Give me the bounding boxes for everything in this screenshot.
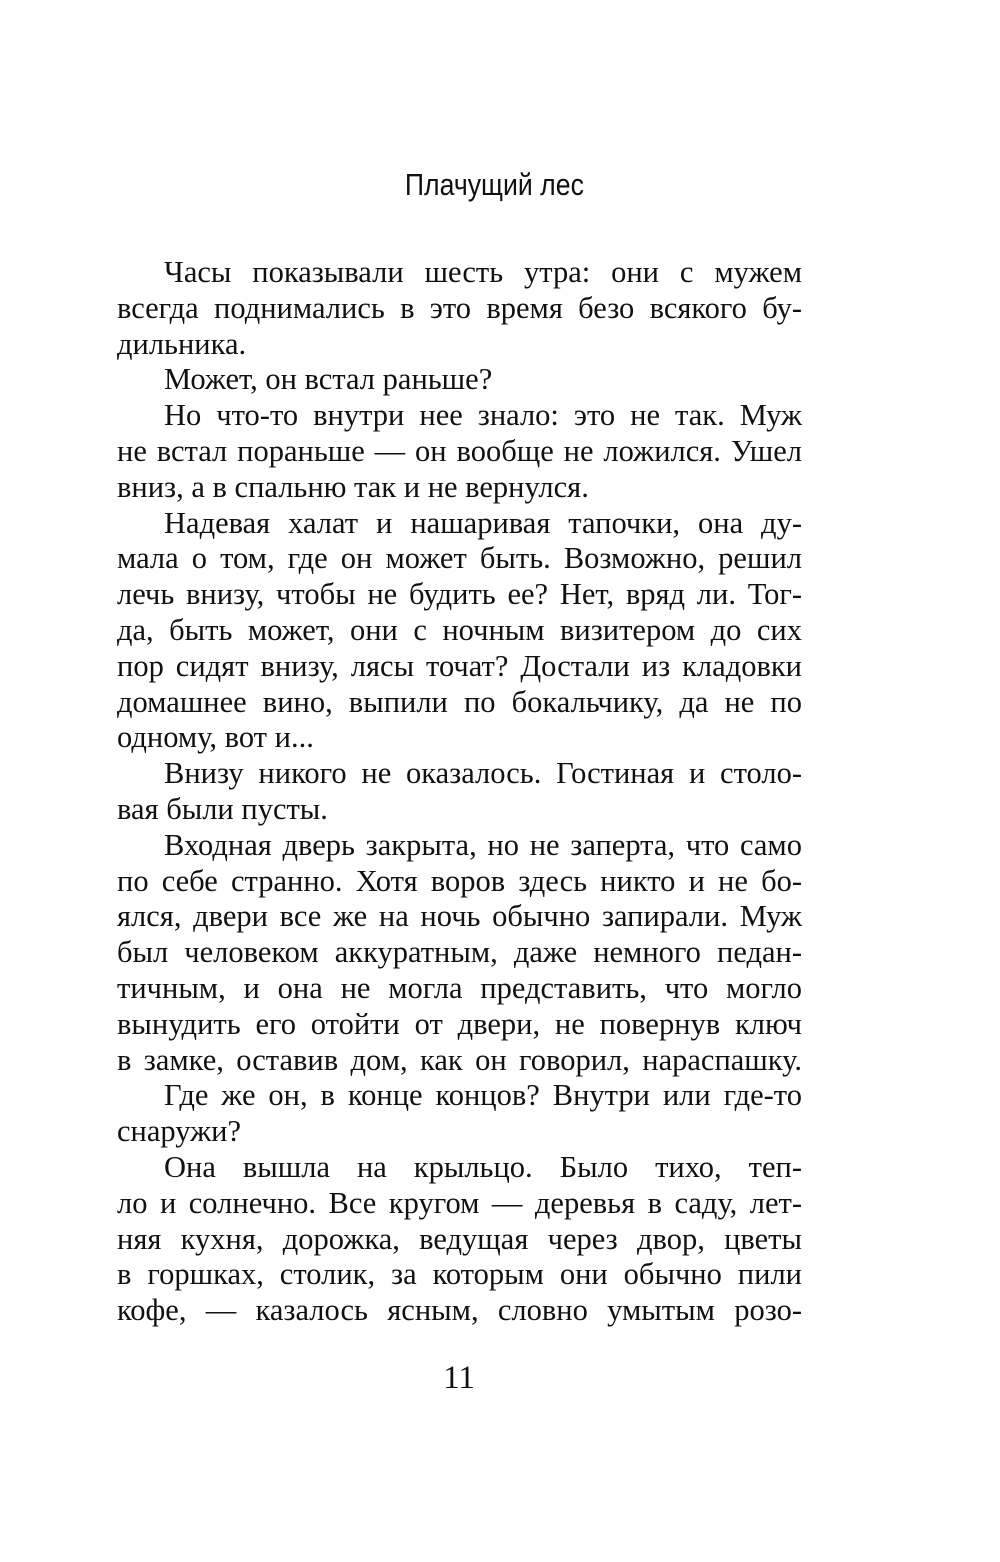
text-line: не встал пораньше — он вообще не ложился. Ушел: [117, 433, 802, 468]
text-line: да, быть может, они с ночным визитером до сих: [117, 612, 802, 647]
text-line: Но что-то внутри нее знало: это не так. Муж: [164, 398, 802, 433]
text-line: кофе, — казалось ясным, словно умытым розо-: [117, 1293, 802, 1328]
text-line: Она вышла на крыльцо. Было тихо, теп-: [164, 1149, 802, 1184]
text-line: Входная дверь закрыта, но не заперта, что само: [164, 827, 802, 862]
text-line: Часы показывали шесть утра: они с мужем: [164, 255, 802, 289]
text-line: в горшках, столик, за которым они обычно пили: [117, 1257, 802, 1292]
chapter-title: Плачущий лес: [404, 167, 584, 202]
text-line: Может, он встал раньше?: [164, 362, 493, 397]
text-line: одному, вот и...: [117, 720, 314, 755]
text-line: всегда поднимались в это время безо всякого бу-: [117, 290, 802, 325]
text-line: был человеком аккуратным, даже немного педан-: [117, 935, 802, 970]
text-line: дильника.: [117, 326, 247, 361]
text-line: вынудить его отойти от двери, не повернув ключ: [117, 1006, 802, 1041]
text-line: лечь внизу, чтобы не будить ее? Нет, вряд ли. Тог-: [117, 577, 802, 612]
text-line: в замке, оставив дом, как он говорил, нараспашку.: [117, 1042, 802, 1077]
page-number: 11: [443, 1360, 475, 1396]
text-line: пор сидят внизу, лясы точат? Достали из кладовки: [117, 648, 802, 683]
text-line: мала о том, где он может быть. Возможно, решил: [117, 541, 802, 576]
text-line: по себе странно. Хотя воров здесь никто и не бо-: [117, 863, 802, 898]
text-line: вниз, а в спальню так и не вернулся.: [117, 469, 589, 504]
text-line: снаружи?: [117, 1114, 242, 1149]
text-line: домашнее вино, выпили по бокальчику, да не по: [117, 684, 802, 719]
text-line: Надевая халат и нашаривая тапочки, она ду-: [164, 505, 802, 540]
text-line: Внизу никого не оказалось. Гостиная и столо-: [164, 756, 802, 791]
text-line: Где же он, в конце концов? Внутри или где-то: [164, 1078, 802, 1113]
text-line: ялся, двери все же на ночь обычно запирали. Муж: [117, 899, 802, 934]
text-line: няя кухня, дорожка, ведущая через двор, цветы: [117, 1221, 802, 1256]
text-line: ло и солнечно. Все кругом — деревья в саду, лет-: [117, 1185, 802, 1220]
text-line: вая были пусты.: [117, 791, 328, 826]
body-text: [117, 255, 802, 1329]
text-line: тичным, и она не могла представить, что могло: [117, 970, 802, 1005]
